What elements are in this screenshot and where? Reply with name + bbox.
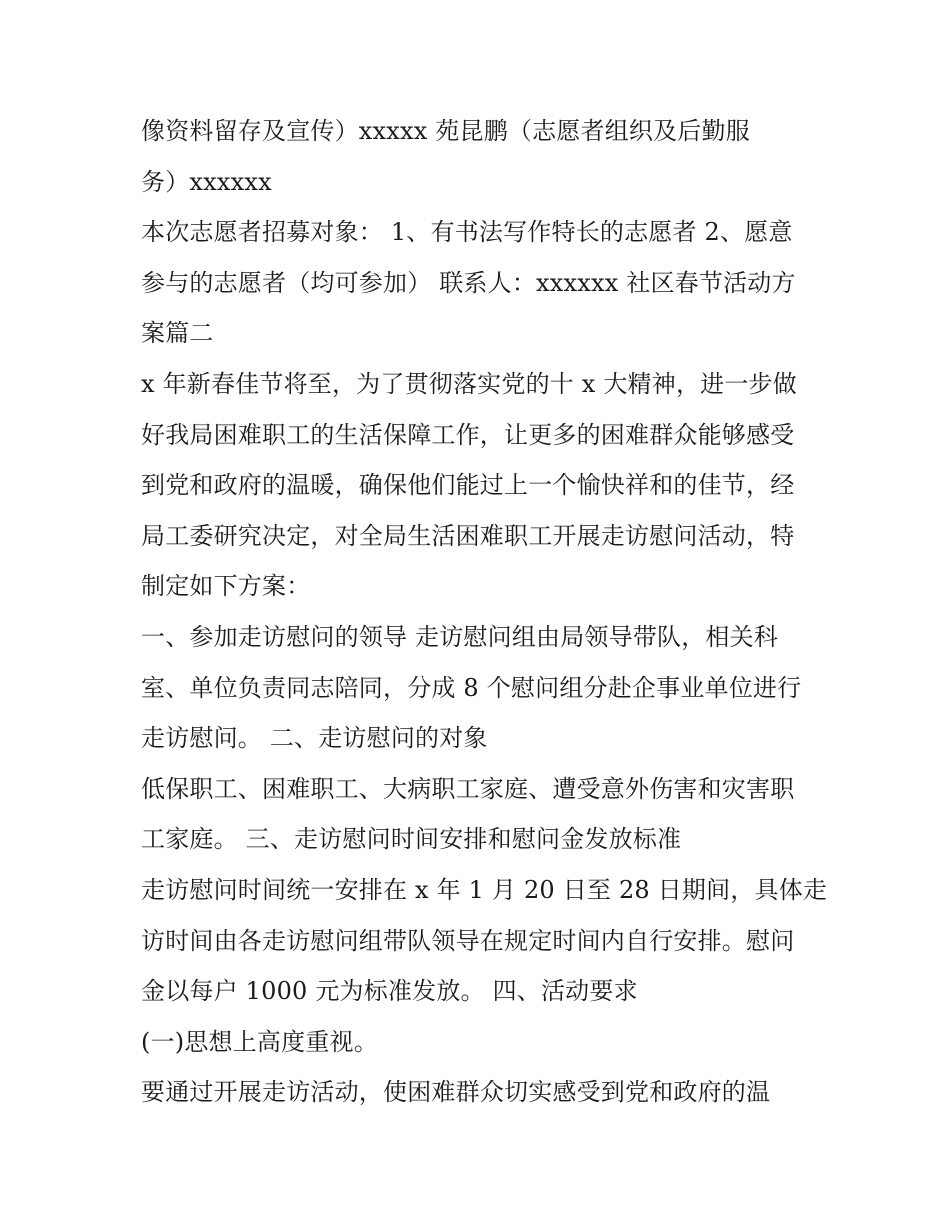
- text-line: 室、单位负责同志陪同，分成 8 个慰问组分赴企事业单位进行: [141, 673, 802, 702]
- text-line: 工家庭。 三、走访慰问时间安排和慰问金发放标准: [141, 825, 682, 854]
- text-line: 一、参加走访慰问的领导 走访慰问组由局领导带队，相关科: [141, 622, 779, 651]
- text-line: 务）xxxxxx: [141, 167, 272, 196]
- text-line: x 年新春佳节将至，为了贯彻落实党的十 x 大精神，进一步做: [141, 369, 797, 398]
- text-line: 走访慰问时间统一安排在 x 年 1 月 20 日至 28 日期间，具体走: [141, 875, 828, 904]
- text-line: 案篇二: [141, 319, 214, 348]
- text-line: 制定如下方案：: [141, 572, 311, 601]
- text-line: 金以每户 1000 元为标准发放。 四、活动要求: [141, 977, 638, 1006]
- text-line: 访时间由各走访慰问组带队领导在规定时间内自行安排。慰问: [141, 926, 795, 955]
- text-line: 参与的志愿者（均可参加） 联系人：xxxxxx 社区春节活动方: [141, 268, 796, 297]
- text-line: 到党和政府的温暖，确保他们能过上一个愉快祥和的佳节，经: [141, 471, 795, 500]
- text-line: 走访慰问。 二、走访慰问的对象: [141, 724, 488, 753]
- text-line: 本次志愿者招募对象： 1、有书法写作特长的志愿者 2、愿意: [141, 218, 793, 247]
- text-line: (一)思想上高度重视。: [141, 1027, 378, 1056]
- text-line: 要通过开展走访活动，使困难群众切实感受到党和政府的温: [141, 1078, 771, 1107]
- text-line: 像资料留存及宣传）xxxxx 苑昆鹏（志愿者组织及后勤服: [141, 117, 750, 145]
- text-line: 局工委研究决定，对全局生活困难职工开展走访慰问活动，特: [141, 521, 795, 550]
- document-body: [141, 106, 828, 1118]
- text-line: 好我局困难职工的生活保障工作，让更多的困难群众能够感受: [141, 420, 795, 449]
- text-line: 低保职工、困难职工、大病职工家庭、遭受意外伤害和灾害职: [141, 774, 795, 803]
